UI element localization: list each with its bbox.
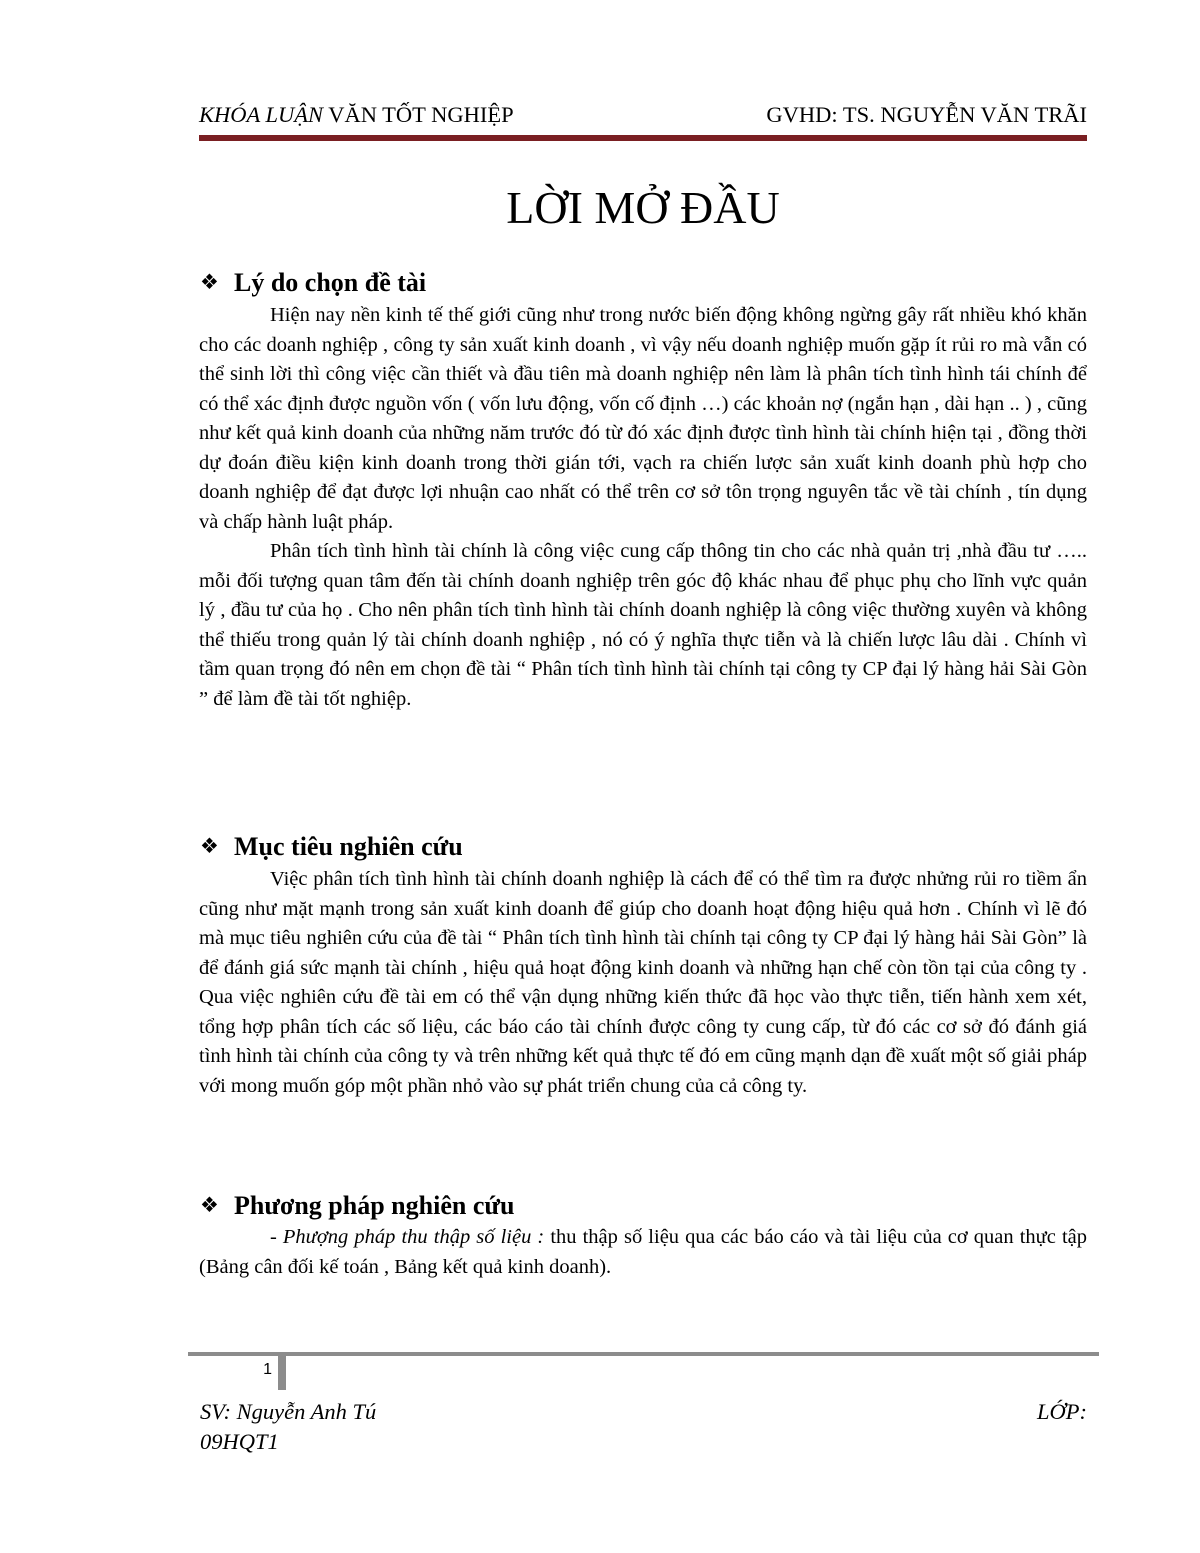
footer-class-value: 09HQT1: [200, 1429, 279, 1454]
paragraph: Hiện nay nền kinh tế thế giới cũng như trong nước biến động không ngừng gây rất nhiều khó khăn cho các doanh nghiệp , công ty sản xuất kinh doanh , vì vậy nếu doanh nghiệp muốn gặp ít rủi ro mà vẫn có thể sinh lời thì công việc cần thiết và đầu tiên mà doanh nghiệp nên làm là phân tích tình hình tái chính để có thể xác định được nguồn vốn ( vốn lưu động, vốn cố định …) các khoản nợ (ngắn hạn , dài hạn .. ) , cũng như kết quả kinh doanh của những năm trước đó từ đó xác định được tình hình tài chính hiện tại , đồng thời dự đoán điều kiện kinh doanh trong thời gián tới, vạch ra chiến lược sản xuất kinh doanh phù hợp cho doanh nghiệp để đạt được lợi nhuận cao nhất có thể trên cơ sở tôn trọng nguyên tắc về tài chính , tín dụng và chấp hành luật pháp.: [199, 304, 1087, 533]
header-advisor: GVHD: TS. NGUYỄN VĂN TRÃI: [766, 102, 1087, 127]
section-heading-text: Phương pháp nghiên cứu: [234, 1191, 515, 1220]
section-heading-objectives: [200, 830, 463, 863]
section-body-methods: [199, 1223, 1087, 1282]
paragraph: Phân tích tình hình tài chính là công việc cung cấp thông tin cho các nhà quản trị ,nhà đầu tư ….. mỗi đối tượng quan tâm đến tài chính doanh nghiệp trên góc độ khác nhau để phục phụ cho lĩnh vực quản lý , đầu tư của họ . Cho nên phân tích tình hình tài chính doanh nghiệp là công việc thường xuyên và không thể thiếu trong quản lý tài chính doanh nghiệp , nó có ý nghĩa thực tiễn và là chiến lược lâu dài . Chính vì tầm quan trọng đó nên em chọn đề tài “ Phân tích tình hình tài chính tại công ty CP đại lý hàng hải Sài Gòn ” để làm đề tài tốt nghiệp.: [199, 540, 1087, 710]
header-thesis-label-italic: KHÓA LUẬN: [199, 102, 323, 127]
section-heading-text: Mục tiêu nghiên cứu: [234, 832, 463, 861]
section-heading-methods: [200, 1189, 514, 1222]
diamond-bullet-icon: ❖: [200, 270, 219, 294]
paragraph: Việc phân tích tình hình tài chính doanh nghiệp là cách để có thể tìm ra được nhửng rủi ro tiềm ẩn cũng như mặt mạnh trong sản xuất kinh doanh để giúp cho doanh hoạt động hiệu quả hơn . Chính vì lẽ đó mà mục tiêu nghiên cứu của đề tài “ Phân tích tình hình tài chính tại công ty CP đại lý hàng hải Sài Gòn” là để đánh giá sức mạnh tài chính , hiệu quả hoạt động kinh doanh và những hạn chế còn tồn tại của công ty . Qua việc nghiên cứu đề tài em có thể vận dụng những kiến thức đã học vào thực tiễn, tiến hành xem xét, tổng hợp phân tích các số liệu, các báo cáo tài chính được công ty cung cấp, từ đó các cơ sở đó đánh giá tình hình tài chính của công ty và trên những kết quả thực tế đó em cũng mạnh dạn đề xuất một số giải pháp với mong muốn góp một phần nhỏ vào sự phát triển chung của cả công ty.: [199, 868, 1087, 1097]
method-label: - Phượng pháp thu thập số liệu :: [270, 1226, 545, 1248]
header-thesis-label: [199, 97, 514, 133]
section-body-reason: [199, 301, 1087, 714]
section-body-objectives: [199, 865, 1087, 1101]
footer-class-label: LỚP:: [1037, 1399, 1087, 1424]
footer-student: SV: Nguyễn Anh Tú: [200, 1399, 377, 1424]
page-header: [199, 97, 1087, 133]
header-thesis-label-rest: VĂN TỐT NGHIỆP: [322, 102, 514, 127]
page-title: LỜI MỞ ĐẦU: [506, 182, 780, 233]
method-text: thu thập số liệu qua các báo cáo và tài liệu của cơ quan thực tập (Bảng cân đối kế toán , Bảng kết quả kinh doanh).: [199, 1226, 1088, 1278]
paragraph: [199, 1223, 1087, 1282]
section-heading-text: Lý do chọn đề tài: [234, 268, 427, 297]
page-number: 1: [263, 1361, 272, 1378]
header-divider: [199, 135, 1087, 141]
diamond-bullet-icon: ❖: [200, 1193, 219, 1217]
section-heading-reason: [200, 266, 426, 299]
diamond-bullet-icon: ❖: [200, 834, 219, 858]
footer-divider: [188, 1352, 1099, 1356]
page-number-bar: [278, 1352, 286, 1390]
